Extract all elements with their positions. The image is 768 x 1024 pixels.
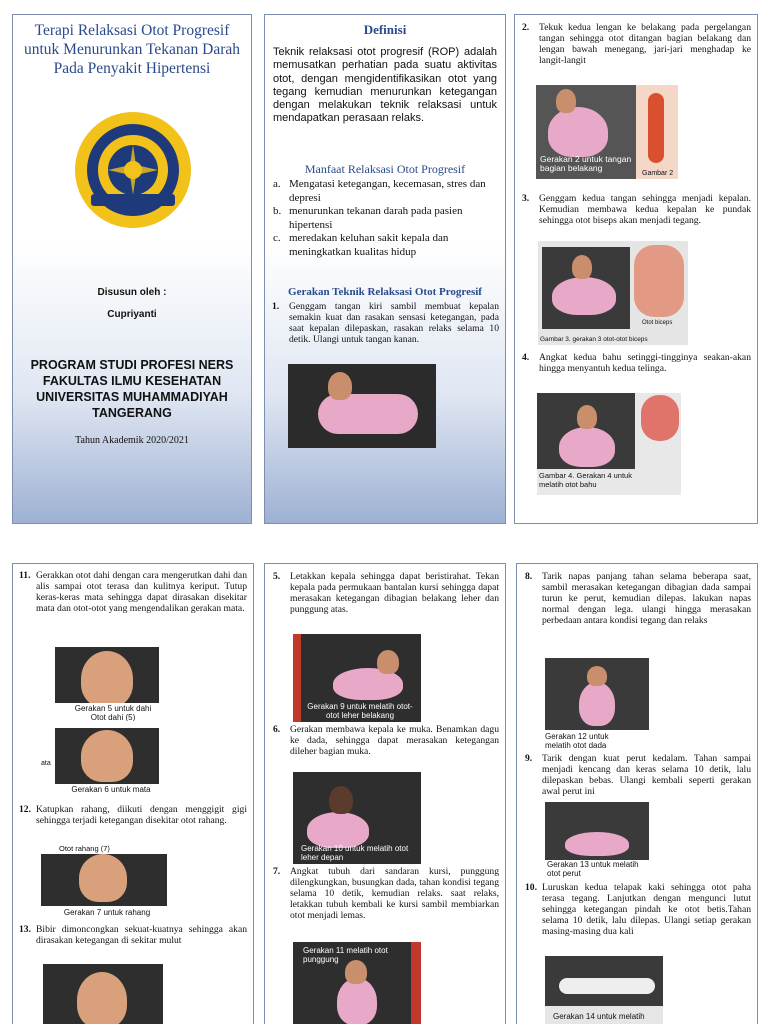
- step-text: Katupkan rahang, diikuti dengan menggigit gigi sehingga terjadi ketegangan disekitar otot rahang.: [36, 804, 247, 826]
- photo-step-5: [293, 634, 421, 722]
- step-text: Letakkan kepala sehingga dapat beristirahat. Tekan kepala pada permukaan bantalan kursi sehingga dapat merasakan ketegangan dibagian belakang leher dan punggung atas.: [290, 571, 499, 615]
- steps-2-4-panel: [514, 14, 758, 524]
- manfaat-heading: Manfaat Relaksasi Otot Progresif: [304, 162, 466, 176]
- manfaat-marker: c.: [273, 232, 281, 244]
- photo-caption: Gerakan 6 untuk mata: [71, 785, 151, 794]
- step-3: [522, 193, 751, 226]
- manfaat-text: Mengatasi ketegangan, kecemasan, stres dan depresi: [289, 178, 486, 204]
- manfaat-marker: a.: [273, 178, 281, 190]
- step-4: [522, 352, 751, 374]
- photo-caption: Gambar 3. gerakan 3 otot-otot biceps: [540, 336, 648, 343]
- step-11: [19, 570, 247, 614]
- step-text: Luruskan kedua telapak kaki sehingga otot paha terasa tegang. Lanjutkan dengan mengunci lutut sehingga ketegangan pindah ke otot betis.Tahan selama 10 detik, lalu dilepas. Ulangi setiap gerakan masing-masing dua kali: [542, 882, 751, 937]
- steps-8-10-panel: [516, 563, 758, 1024]
- photo-caption: Gerakan 12 untuk melatih otot dada: [545, 732, 609, 750]
- manfaat-text: meredakan keluhan sakit kepala dan meningkatkan kualitas hidup: [289, 232, 449, 258]
- step-text: Tekuk kedua lengan ke belakang pada pergelangan tangan sehingga otot ditangan bagian belakang dan lengan bawah menegang, jari-jari menghadap ke langit-langit: [539, 22, 751, 66]
- step-number: 4.: [522, 352, 530, 363]
- step-5: [273, 571, 499, 615]
- step-text: Tarik dengan kuat perut kedalam. Tahan sampai menjadi kencang dan keras selama 10 detik, lalu dilepaskan bebas. Ulangi kembali seperti gerakan awal perut ini: [542, 753, 751, 797]
- photo-caption: Gerakan 9 untuk melatih otot-otot leher belakang: [307, 702, 413, 720]
- step-number: 7.: [273, 866, 281, 877]
- photo-caption: Gerakan 14 untuk melatih: [553, 1012, 645, 1021]
- photo-step-10: [545, 956, 663, 1024]
- photo-step-7: [293, 942, 421, 1024]
- photo-caption: Otot biceps: [642, 320, 673, 326]
- manfaat-list: [273, 178, 499, 259]
- steps-5-7-panel: [264, 563, 506, 1024]
- author-label: Disusun oleh :: [97, 287, 167, 298]
- author-name: Cupriyanti: [107, 309, 157, 320]
- step-number: 10.: [525, 882, 537, 893]
- photo-step-6: [293, 772, 421, 864]
- step-9: [525, 753, 751, 797]
- step-1: [272, 301, 499, 345]
- step-number: 1.: [272, 301, 280, 312]
- steps-11-13-panel: [12, 563, 254, 1024]
- photo-step-8: [545, 658, 649, 750]
- photo-step-3: [538, 241, 688, 345]
- step-text: Genggam kedua tangan sehingga menjadi kepalan. Kemudian membawa kedua kepalan ke pundak sehingga otot biseps akan menjadi tegang.: [539, 193, 751, 226]
- photo-step-9: [545, 802, 649, 880]
- photo-caption: Gerakan 11 melatih otot punggung: [303, 946, 388, 964]
- step-number: 11.: [19, 570, 31, 581]
- definisi-panel: [264, 14, 506, 524]
- cover-panel: [12, 14, 252, 524]
- step-text: Gerakkan otot dahi dengan cara mengerutkan dahi dan alis sampai otot terasa dan kulitnya keriput. Tutup keras-keras mata sehingga dapat dirasakan disekitar mata dan otot-otot yang mengendalikan gerakan mata.: [36, 570, 247, 614]
- step-text: Angkat tubuh dari sandaran kursi, punggung dilengkungkan, busungkan dada, tahan kondisi tegang selama 10 detik, kemudian relaks. saat relaks, letakkan tubuh kembali ke kursi sambil membiarkan otot menjadi lemas.: [290, 866, 499, 921]
- step-2: [522, 22, 751, 66]
- cover-title: Terapi Relaksasi Otot Progresif untuk Menurunkan Tekanan Darah Pada Penyakit Hipertensi: [24, 22, 240, 77]
- photo-caption: Gerakan 13 untuk melatih otot perut: [547, 860, 639, 878]
- step-text: Tarik napas panjang tahan selama beberapa saat, sambil merasakan ketegangan dibagian dada sampai turun ke perut, kemudian dilepas. lakukan napas normal dengan lega. ulangi hingga merasakan perbedaan antara kondisi tegang dan relaks: [542, 571, 751, 626]
- step-number: 3.: [522, 193, 530, 204]
- definisi-text: Teknik relaksasi otot progresif (ROP) adalah memusatkan perhatian pada suatu aktivitas otot, dengan mengidentifikasikan otot yang tegang kemudian menurunkan ketegangan dengan melakukan teknik relaksasi untuk mendapatkan perasaan relaks.: [273, 46, 497, 125]
- step-6: [273, 724, 499, 757]
- photo-step-1: [288, 364, 436, 448]
- photo-step-12: [41, 842, 167, 920]
- step-number: 12.: [19, 804, 31, 815]
- photo-step-11-mata: [55, 728, 159, 796]
- step-8: [525, 571, 751, 626]
- photo-caption: ata: [41, 760, 51, 767]
- photo-caption: Gerakan 10 untuk melatih otot leher depan: [301, 844, 409, 862]
- step-number: 9.: [525, 753, 533, 764]
- gerakan-heading: Gerakan Teknik Relaksasi Otot Progresif: [288, 286, 482, 298]
- photo-caption: Gambar 4. Gerakan 4 untuk melatih otot bahu: [539, 471, 632, 489]
- photo-caption: Gerakan 7 untuk rahang: [63, 908, 151, 917]
- step-text: Angkat kedua bahu setinggi-tingginya seakan-akan hingga menyantuh kedua telinga.: [539, 352, 751, 374]
- manfaat-text: menurunkan tekanan darah pada pasien hipertensi: [289, 205, 463, 231]
- photo-step-13: [43, 964, 163, 1024]
- manfaat-item: [273, 232, 499, 259]
- photo-step-4: [537, 393, 681, 495]
- university-logo: [73, 108, 193, 232]
- photo-step-2: [536, 85, 678, 179]
- photo-caption: Gerakan 5 untuk dahi Otot dahi (5): [74, 704, 152, 721]
- step-number: 6.: [273, 724, 281, 735]
- step-number: 5.: [273, 571, 281, 582]
- photo-step-11-dahi: [55, 647, 159, 721]
- program-name: PROGRAM STUDI PROFESI NERS FAKULTAS ILMU KESEHATAN UNIVERSITAS MUHAMMADIYAH TANGERANG: [30, 358, 234, 420]
- manfaat-item: [273, 178, 499, 205]
- step-number: 2.: [522, 22, 530, 33]
- step-10: [525, 882, 751, 937]
- step-number: 13.: [19, 924, 31, 935]
- photo-caption: Gambar 2: [642, 170, 674, 177]
- photo-caption: Gerakan 2 untuk tangan bagian belakang: [540, 154, 632, 173]
- step-text: Genggam tangan kiri sambil membuat kepalan semakin kuat dan rasakan sensasi ketegangan, pada saat kepalan dilepaskan, rasakan relaks selama 10 detik. Ulangi untuk tangan kanan.: [289, 301, 499, 345]
- step-13: [19, 924, 247, 946]
- definisi-heading: Definisi: [363, 22, 407, 37]
- step-7: [273, 866, 499, 921]
- step-number: 8.: [525, 571, 533, 582]
- photo-caption: Otot rahang (7): [59, 844, 110, 853]
- step-text: Bibir dimoncongkan sekuat-kuatnya sehingga akan dirasakan ketegangan di sekitar mulut: [36, 924, 247, 946]
- manfaat-item: [273, 205, 499, 232]
- step-12: [19, 804, 247, 826]
- step-text: Gerakan membawa kepala ke muka. Benamkan dagu ke dada, sehingga dapat merasakan ketegangan dileher bagian muka.: [290, 724, 499, 757]
- academic-year: Tahun Akademik 2020/2021: [75, 435, 189, 446]
- manfaat-marker: b.: [273, 205, 282, 217]
